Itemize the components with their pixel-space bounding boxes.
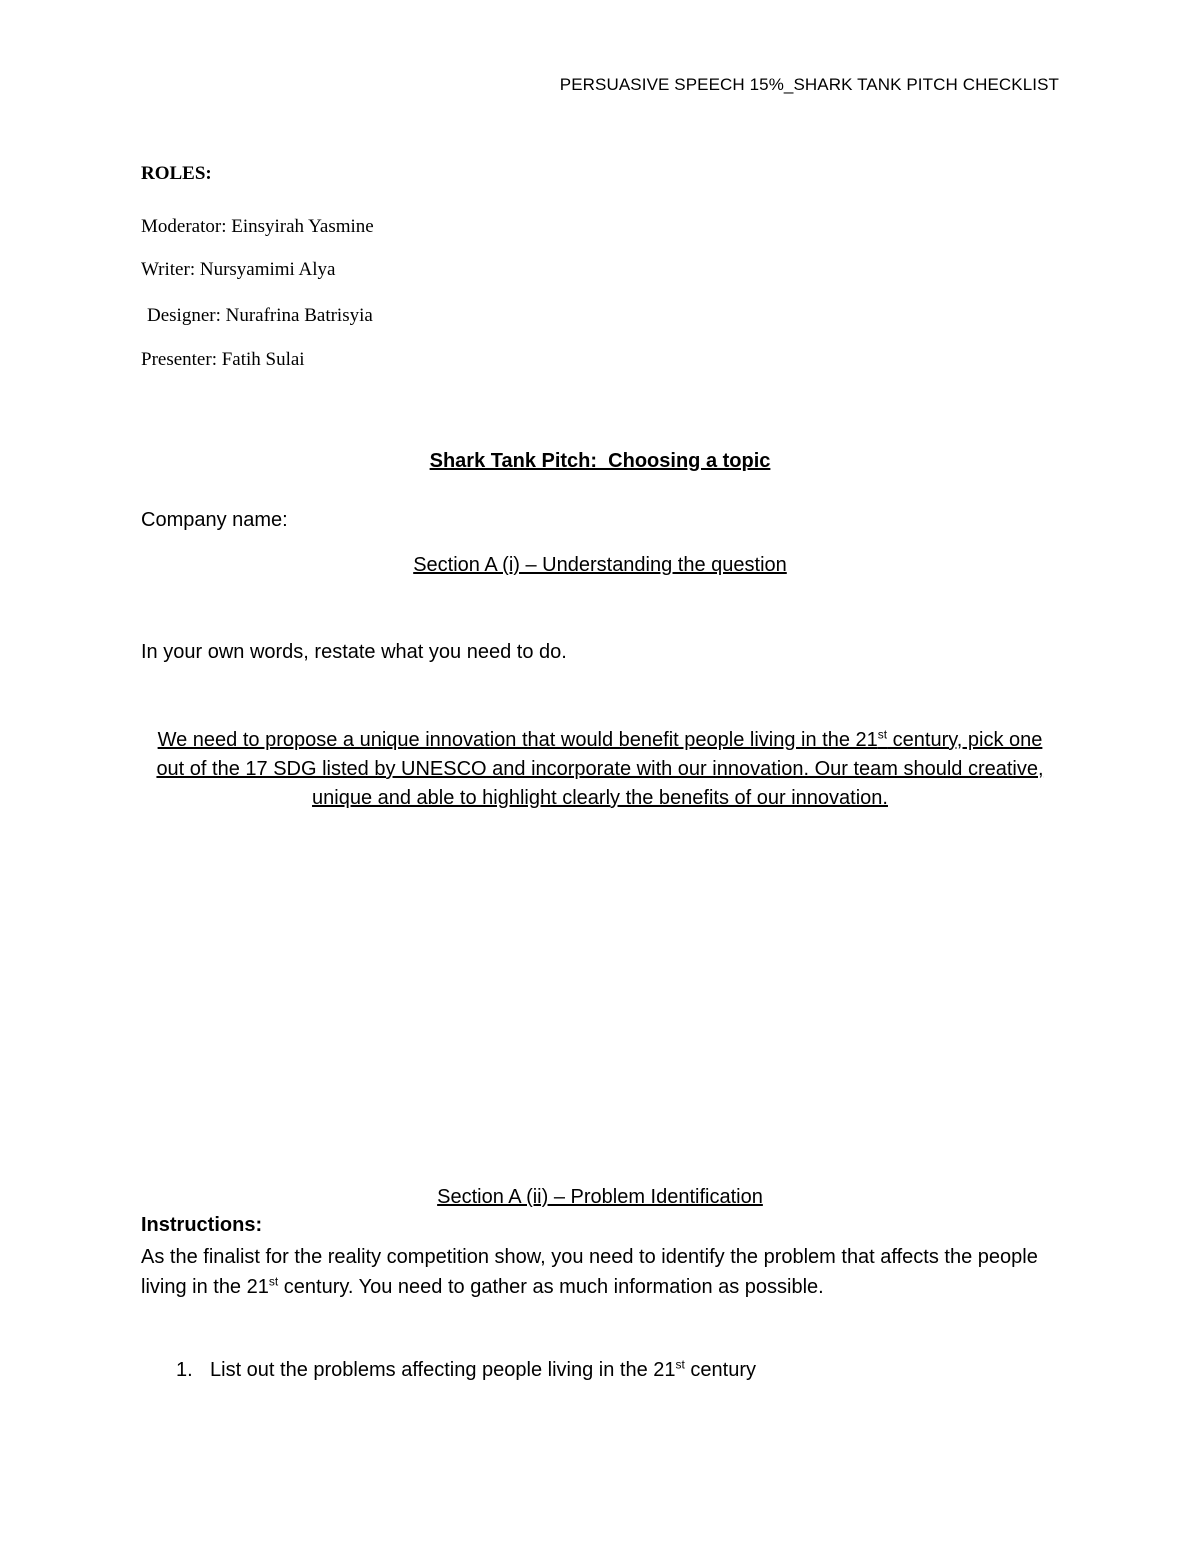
section-a1-heading: Section A (i) – Understanding the question — [413, 554, 787, 576]
instructions-text-part1: As the finalist for the reality competition show, you need to identify the problem that affects the people living in the 21 — [141, 1246, 1038, 1298]
instructions-superscript: st — [268, 1274, 279, 1289]
role-designer: Designer: Nurafrina Batrisyia — [147, 305, 373, 326]
answer-superscript: st — [877, 727, 888, 742]
list-item-superscript: st — [675, 1357, 685, 1372]
answer-text-part2: century, pick one out of the 17 SDG listed by UNESCO and incorporate with our innovation. Our team should creative, unique and able to highlight clearly the benefits of our innovation. — [156, 729, 1044, 809]
instructions-text — [141, 1242, 1061, 1302]
page-header: PERSUASIVE SPEECH 15%_SHARK TANK PITCH CHECKLIST — [559, 75, 1059, 94]
company-name-label: Company name: — [141, 509, 288, 531]
restate-answer — [141, 726, 1059, 813]
role-presenter: Presenter: Fatih Sulai — [141, 349, 305, 370]
list-item — [176, 1359, 756, 1382]
list-item-text-part2: century — [684, 1359, 756, 1381]
list-item-text-part1: List out the problems affecting people living in the 21 — [210, 1359, 676, 1381]
section-a2-heading: Section A (ii) – Problem Identification — [437, 1186, 763, 1208]
answer-text-part1: We need to propose a unique innovation that would benefit people living in the 21 — [157, 729, 878, 751]
role-moderator: Moderator: Einsyirah Yasmine — [141, 216, 374, 237]
role-writer: Writer: Nursyamimi Alya — [141, 259, 336, 280]
document-title: Shark Tank Pitch: Choosing a topic — [429, 450, 771, 472]
restate-prompt: In your own words, restate what you need to do. — [141, 641, 567, 663]
roles-heading: ROLES: — [141, 163, 212, 184]
instructions-text-part2: century. You need to gather as much information as possible. — [278, 1276, 824, 1298]
instructions-label: Instructions: — [141, 1214, 263, 1236]
list-item-number: 1. — [176, 1359, 193, 1381]
